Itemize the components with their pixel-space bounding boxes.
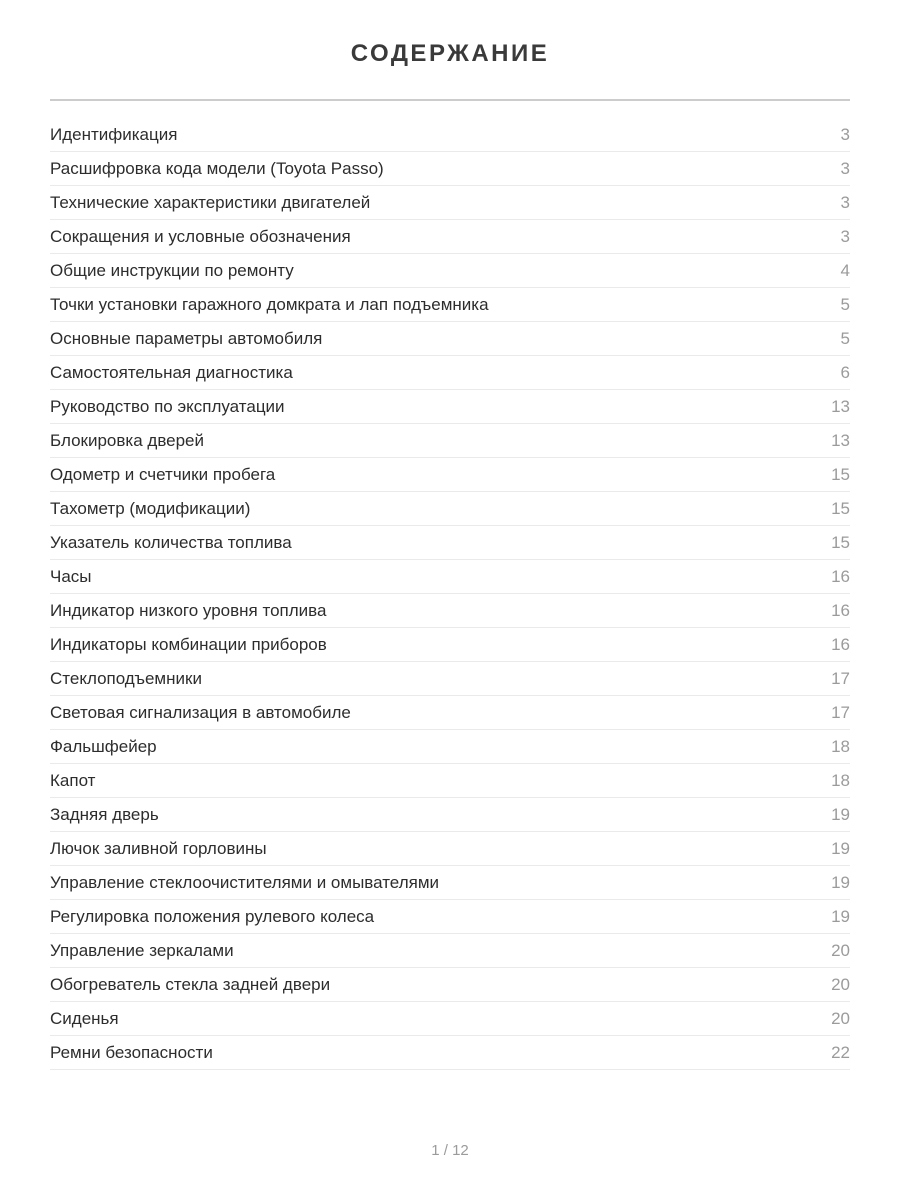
- toc-entry-page-number: 5: [840, 328, 850, 348]
- toc-entry-label: Часы: [50, 566, 92, 586]
- toc-entry-page-number: 18: [831, 736, 850, 756]
- page-indicator: 1 / 12: [431, 1142, 469, 1159]
- toc-entry-page-number: 15: [831, 498, 850, 518]
- toc-row-osnovnye-parametry[interactable]: [50, 322, 850, 356]
- toc-row-sokrascheniya[interactable]: [50, 220, 850, 254]
- toc-entry-page-number: 18: [831, 770, 850, 790]
- toc-entry-page-number: 19: [831, 838, 850, 858]
- toc-entry-page-number: 3: [840, 192, 850, 212]
- toc-row-identifikaciya[interactable]: [50, 118, 850, 152]
- toc-row-svetovaya-signalizaciya[interactable]: [50, 696, 850, 730]
- toc-entry-label: Общие инструкции по ремонту: [50, 260, 294, 280]
- toc-entry-page-number: 20: [831, 940, 850, 960]
- toc-entry-label: Обогреватель стекла задней двери: [50, 974, 331, 994]
- toc-entry-page-number: 5: [840, 294, 850, 314]
- toc-entry-page-number: 15: [831, 464, 850, 484]
- toc-row-tehnicheskie-harakteristiki[interactable]: [50, 186, 850, 220]
- toc-entry-page-number: 3: [840, 226, 850, 246]
- toc-row-indikator-nizkogo-urovnya[interactable]: [50, 594, 850, 628]
- toc-row-remni-bezopasnosti[interactable]: [50, 1036, 850, 1070]
- toc-row-obschie-instrukcii[interactable]: [50, 254, 850, 288]
- toc-entry-page-number: 16: [831, 634, 850, 654]
- toc-row-indikatory-kombinacii[interactable]: [50, 628, 850, 662]
- toc-entry-label: Основные параметры автомобиля: [50, 328, 323, 348]
- toc-entry-page-number: 3: [840, 158, 850, 178]
- toc-entry-label: Капот: [50, 770, 96, 790]
- toc-row-chasy[interactable]: [50, 560, 850, 594]
- toc-entry-page-number: 16: [831, 566, 850, 586]
- toc-entry-page-number: 19: [831, 804, 850, 824]
- toc-entry-label: Тахометр (модификации): [50, 498, 251, 518]
- toc-entry-page-number: 22: [831, 1042, 850, 1062]
- toc-entry-label: Управление стеклоочистителями и омывателями: [50, 872, 439, 892]
- toc-row-stekloochistiteli[interactable]: [50, 866, 850, 900]
- toc-entry-label: Индикатор низкого уровня топлива: [50, 600, 327, 620]
- toc-entry-page-number: 19: [831, 872, 850, 892]
- toc-entry-page-number: 16: [831, 600, 850, 620]
- toc-entry-page-number: 3: [840, 124, 850, 144]
- toc-row-rasshifrovka-koda[interactable]: [50, 152, 850, 186]
- toc-row-upravlenie-zerkalami[interactable]: [50, 934, 850, 968]
- toc-entry-label: Указатель количества топлива: [50, 532, 292, 552]
- toc-entry-label: Одометр и счетчики пробега: [50, 464, 276, 484]
- toc-entry-page-number: 20: [831, 1008, 850, 1028]
- toc-entry-label: Блокировка дверей: [50, 430, 205, 450]
- toc-entry-page-number: 6: [840, 362, 850, 382]
- toc-row-lyuchok-gorloviny[interactable]: [50, 832, 850, 866]
- toc-entry-page-number: 17: [831, 702, 850, 722]
- toc-entry-label: Сиденья: [50, 1008, 119, 1028]
- toc-row-regulirovka-rulevogo-kolesa[interactable]: [50, 900, 850, 934]
- toc-row-sidenya[interactable]: [50, 1002, 850, 1036]
- toc-entry-label: Стеклоподъемники: [50, 668, 202, 688]
- table-of-contents: [50, 118, 850, 1070]
- toc-row-tahometr[interactable]: [50, 492, 850, 526]
- toc-entry-label: Лючок заливной горловины: [50, 838, 267, 858]
- toc-entry-label: Фальшфейер: [50, 736, 157, 756]
- toc-row-zadnyaya-dver[interactable]: [50, 798, 850, 832]
- toc-entry-page-number: 19: [831, 906, 850, 926]
- toc-entry-page-number: 20: [831, 974, 850, 994]
- toc-entry-label: Точки установки гаражного домкрата и лап подъемника: [50, 294, 489, 314]
- toc-entry-page-number: 13: [831, 396, 850, 416]
- toc-entry-label: Ремни безопасности: [50, 1042, 213, 1062]
- toc-row-kapot[interactable]: [50, 764, 850, 798]
- toc-entry-label: Сокращения и условные обозначения: [50, 226, 351, 246]
- toc-entry-page-number: 17: [831, 668, 850, 688]
- toc-entry-label: Задняя дверь: [50, 804, 159, 824]
- toc-row-blokirovka-dverey[interactable]: [50, 424, 850, 458]
- toc-entry-label: Регулировка положения рулевого колеса: [50, 906, 375, 926]
- toc-entry-label: Самостоятельная диагностика: [50, 362, 293, 382]
- toc-entry-label: Идентификация: [50, 124, 178, 144]
- toc-entry-page-number: 15: [831, 532, 850, 552]
- toc-entry-page-number: 13: [831, 430, 850, 450]
- toc-row-rukovodstvo-po-ekspluatacii[interactable]: [50, 390, 850, 424]
- page-title: СОДЕРЖАНИЕ: [350, 40, 550, 67]
- toc-row-falshfeyer[interactable]: [50, 730, 850, 764]
- toc-row-odometr[interactable]: [50, 458, 850, 492]
- toc-row-steklopodemniki[interactable]: [50, 662, 850, 696]
- title-divider: [50, 99, 850, 101]
- toc-entry-label: Индикаторы комбинации приборов: [50, 634, 327, 654]
- toc-row-obogrevatel-stekla[interactable]: [50, 968, 850, 1002]
- toc-entry-label: Технические характеристики двигателей: [50, 192, 371, 212]
- toc-entry-label: Управление зеркалами: [50, 940, 234, 960]
- toc-row-ukazatel-topliva[interactable]: [50, 526, 850, 560]
- toc-entry-page-number: 4: [840, 260, 850, 280]
- toc-entry-label: Световая сигнализация в автомобиле: [50, 702, 351, 722]
- toc-entry-label: Руководство по эксплуатации: [50, 396, 285, 416]
- toc-row-samostoyatelnaya-diagnostika[interactable]: [50, 356, 850, 390]
- toc-entry-label: Расшифровка кода модели (Toyota Passo): [50, 158, 384, 178]
- toc-row-tochki-ustanovki-domkrata[interactable]: [50, 288, 850, 322]
